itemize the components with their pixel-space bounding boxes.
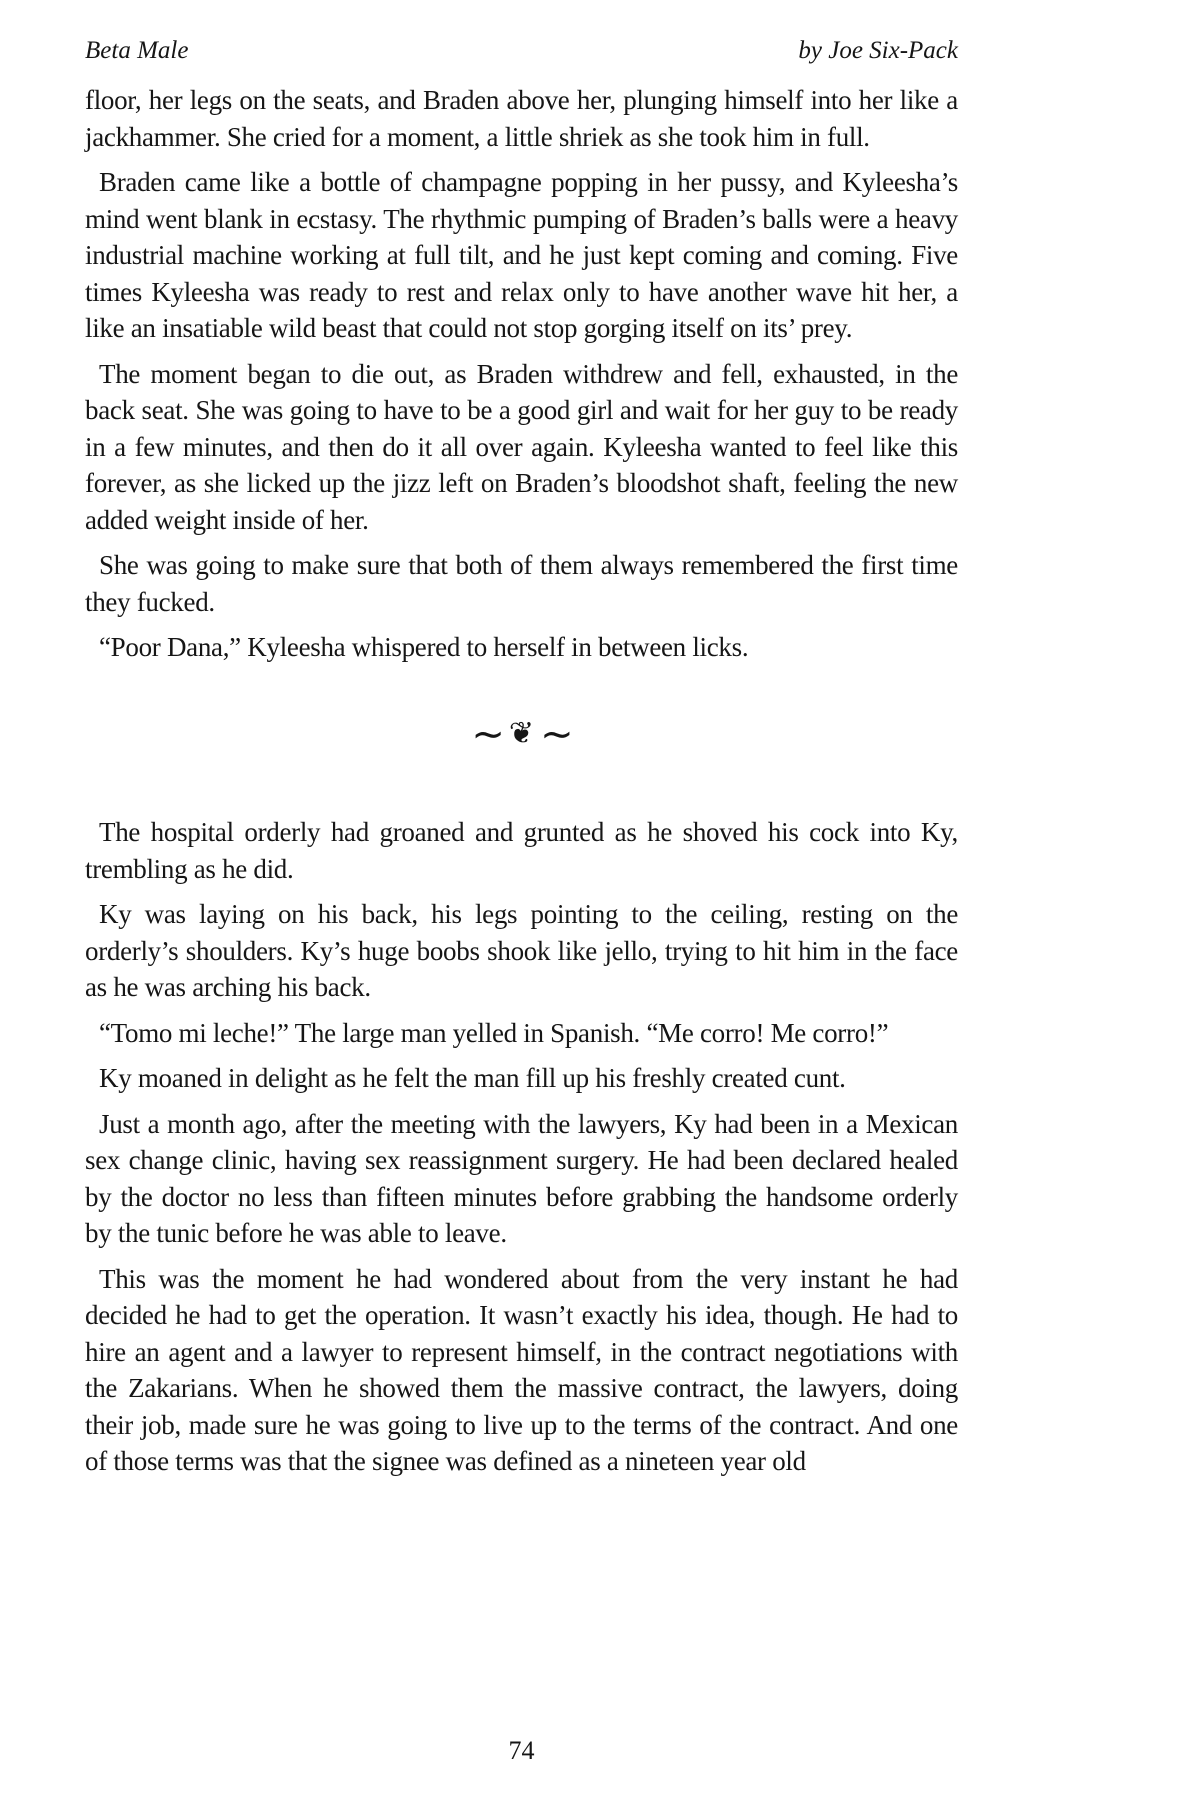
paragraph: Just a month ago, after the meeting with the lawyers, Ky had been in a Mexican sex change clinic, having sex reassignment surgery. He had been declared healed by the doctor no less than fifteen minutes before grabbing the handsome orderly by the tunic before he was able to leave. — [85, 1108, 958, 1249]
header-author-credit: by Joe Six-Pack — [798, 37, 958, 64]
header-book-title: Beta Male — [85, 37, 189, 64]
paragraph: The hospital orderly had groaned and grunted as he shoved his cock into Ky, trembling as he did. — [85, 817, 958, 884]
paragraph: Ky moaned in delight as he felt the man fill up his freshly created cunt. — [99, 1063, 846, 1094]
page-body — [85, 82, 958, 1489]
divider-swash-left: ∼ — [471, 710, 503, 757]
section-divider-ornament — [85, 710, 958, 757]
paragraph: floor, her legs on the seats, and Braden above her, plunging himself into her like a jackhammer. She cried for a moment, a little shriek as she took him in full. — [85, 85, 958, 152]
paragraph: “Poor Dana,” Kyleesha whispered to herself in between licks. — [99, 632, 749, 662]
page-footer — [85, 1736, 958, 1766]
paragraph: The moment began to die out, as Braden withdrew and fell, exhausted, in the back seat. She was going to have to be a good girl and wait for her guy to be ready in a few minutes, and then do it all over again. Kyleesha wanted to feel like this forever, as she licked up the jizz left on Braden’s bloodshot shaft, feeling the new added weight inside of her. — [85, 358, 958, 535]
page-number: 74 — [508, 1736, 535, 1765]
running-header — [85, 36, 958, 66]
paragraph: She was going to make sure that both of them always remembered the first time they fucked. — [85, 550, 958, 617]
divider-swash-right: ∼ — [540, 710, 572, 757]
paragraph: “Tomo mi leche!” The large man yelled in Spanish. “Me corro! Me corro!” — [99, 1017, 889, 1048]
fleuron-icon: ❦ — [508, 715, 535, 751]
paragraph: Braden came like a bottle of champagne popping in her pussy, and Kyleesha’s mind went blank in ecstasy. The rhythmic pumping of Braden’s balls were a heavy industrial machine working at full tilt, and he just kept coming and coming. Five times Kyleesha was ready to rest and relax only to have another wave hit her, a like an insatiable wild beast that could not stop gorging itself on its’ prey. — [85, 167, 958, 343]
paragraph: This was the moment he had wondered about from the very instant he had decided he had to get the operation. It wasn’t exactly his idea, though. He had to hire an agent and a lawyer to represent himself, in the contract negotiations with the Zakarians. When he showed them the massive contract, the lawyers, doing their job, made sure he was going to live up to the terms of the contract. And one of those terms was that the signee was defined as a nineteen year old — [85, 1263, 958, 1477]
paragraph: Ky was laying on his back, his legs pointing to the ceiling, resting on the orderly’s shoulders. Ky’s huge boobs shook like jello, trying to hit him in the face as he was arching his back. — [85, 899, 958, 1003]
